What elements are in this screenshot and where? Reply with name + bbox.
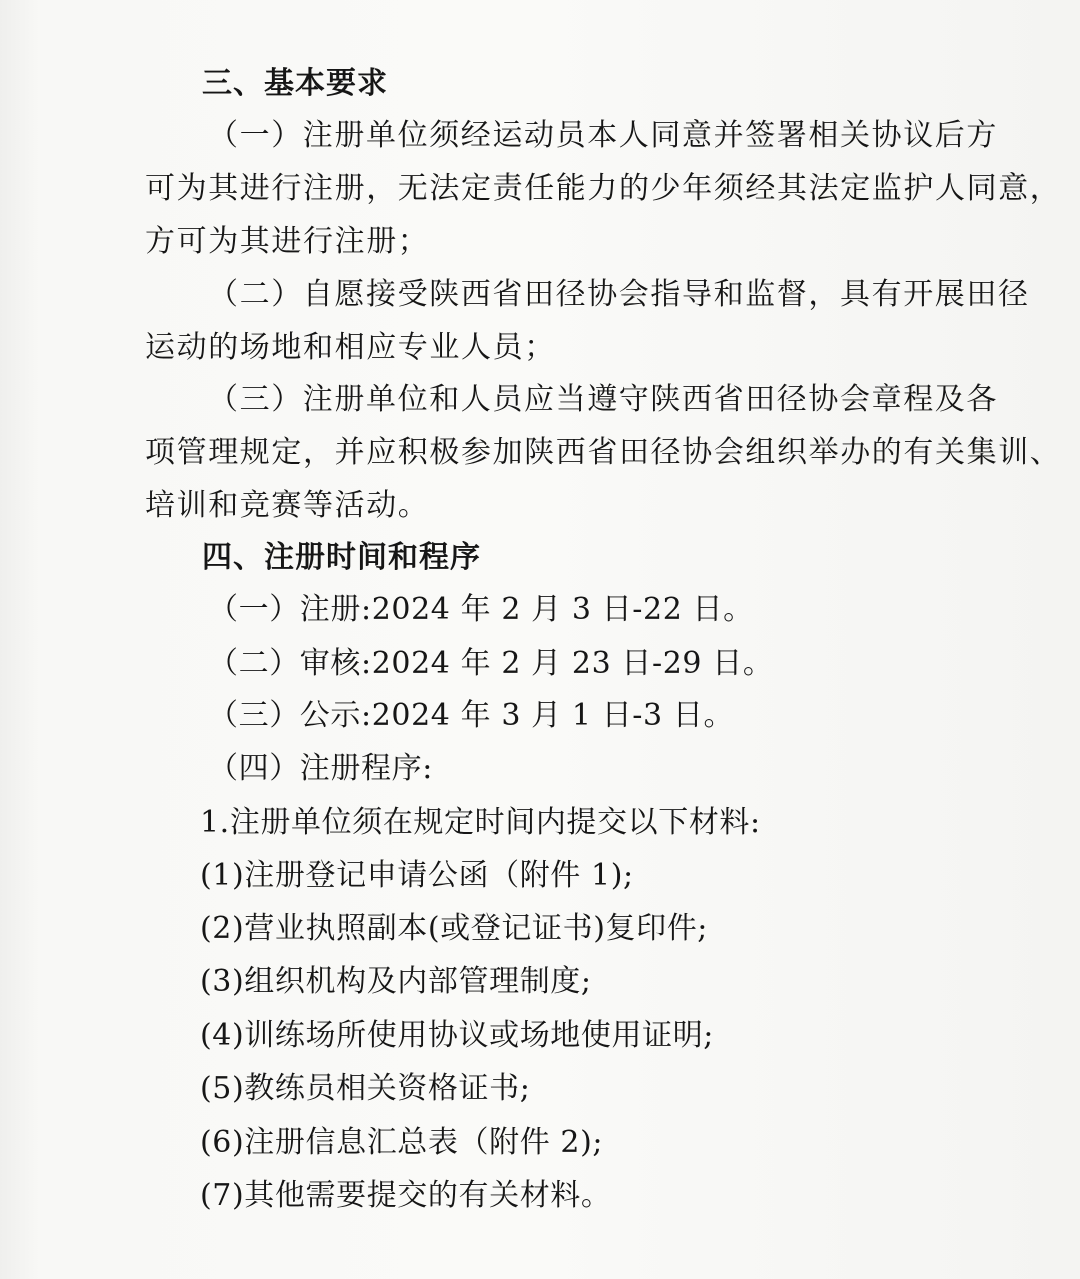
requirement-1-line-2: 可为其进行注册，无法定责任能力的少年须经其法定监护人同意， — [145, 171, 1062, 206]
section-heading-registration-time-procedure: 四、注册时间和程序 — [202, 540, 481, 575]
requirement-3-line-1: （三）注册单位和人员应当遵守陕西省田径协会章程及各 — [208, 382, 998, 417]
material-item-1: (1)注册登记申请公函（附件 1); — [200, 858, 634, 893]
material-item-7: (7)其他需要提交的有关材料。 — [200, 1178, 612, 1213]
registration-procedure-label: （四）注册程序: — [208, 751, 433, 786]
requirement-3-line-2: 项管理规定，并应积极参加陕西省田径协会组织举办的有关集训、 — [145, 435, 1062, 470]
publicity-period: （三）公示:2024 年 3 月 1 日-3 日。 — [208, 698, 735, 733]
requirement-3-line-3: 培训和竞赛等活动。 — [145, 488, 430, 523]
requirement-1-line-1: （一）注册单位须经运动员本人同意并签署相关协议后方 — [208, 118, 998, 153]
material-item-3: (3)组织机构及内部管理制度; — [200, 964, 592, 999]
material-item-2: (2)营业执照副本(或登记证书)复印件; — [200, 911, 709, 946]
requirement-2-line-2: 运动的场地和相应专业人员； — [145, 330, 556, 365]
registration-step-1: 1.注册单位须在规定时间内提交以下材料: — [200, 805, 761, 840]
material-item-4: (4)训练场所使用协议或场地使用证明; — [200, 1018, 715, 1053]
registration-period: （一）注册:2024 年 2 月 3 日-22 日。 — [208, 592, 754, 627]
material-item-5: (5)教练员相关资格证书; — [200, 1071, 531, 1106]
requirement-2-line-1: （二）自愿接受陕西省田径协会指导和监督，具有开展田径 — [208, 277, 1030, 312]
material-item-6: (6)注册信息汇总表（附件 2); — [200, 1125, 604, 1160]
requirement-1-line-3: 方可为其进行注册； — [145, 224, 430, 259]
section-heading-basic-requirements: 三、基本要求 — [202, 66, 388, 101]
review-period: （二）审核:2024 年 2 月 23 日-29 日。 — [208, 646, 774, 681]
